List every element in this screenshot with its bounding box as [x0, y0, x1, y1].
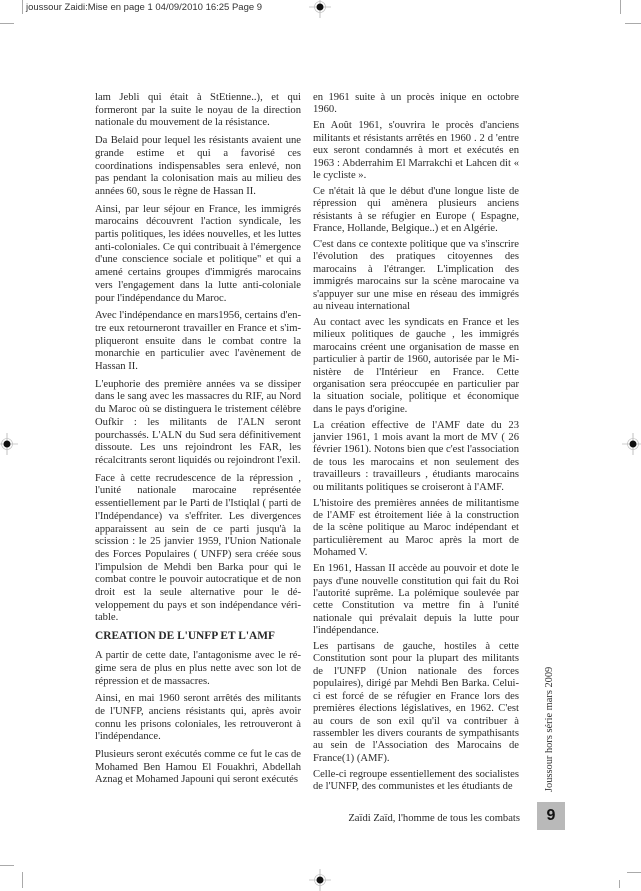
paragraph: L'euphorie des première années va se dissiper dans le sang avec les massacres du RIF, au Nord du Maroc où se distinguera le tristement célèbre Oufkir : les militants de l'ALN seront pourchassés. L'ALN du Sud sera définitivement dissoute. Les uns rejoindront les FAR, les récalcitrants seront liquidés ou rejoindront l'exil. [95, 378, 301, 466]
crop-mark [0, 23, 14, 24]
paragraph: A partir de cette date, l'antagonisme avec le régime sera de plus en plus nette avec son lot de répression et de massacres. [95, 650, 301, 687]
paragraph: C'est dans ce contexte politique que va s'inscrire l'évolution des pratiques citoyennes des marocains à l'étranger. L'implication des immigrés marocains sur la scène marocaine va s'appuyer sur une mise en réseau des immigrés au niveau international [313, 238, 519, 312]
registration-mark-icon [622, 433, 641, 455]
crop-mark [620, 0, 621, 14]
left-text-column [95, 92, 301, 792]
paragraph: Les partisans de gauche, hostiles à cette Constitution sont pour la plupart des militants de l'UNFP (Union nationale des forces populaires), dirigé par Mehdi Ben Barka. Celui-ci est forcé de se réfugier en France lors des premières élections législatives, en 1962. C'est au cours de son exil qu'il va contribuer à rassembler les divers courants de sympathisants au sein de l'Association des Marocains de France(1) (AMF). [313, 641, 519, 764]
paragraph: Au contact avec les syndicats en France et les milieux politiques de gauche , les immigrés marocains créent une organisation de masse en particulier à partir de 1960, autorisée par le Ministère de l'Intérieur en France. Cette organisation sera préoccupée en particulier par la situation sociale, politique et économique dans le pays d'origine. [313, 316, 519, 415]
paragraph: La création effective de l'AMF date du 23 janvier 1961, 1 mois avant la mort de MV ( 26 février 1961). Notons bien que c'est l'association de tous les marocains et non seulement des travailleurs : travailleurs , étudiants marocains ou militants politiques se croiseront à l'AMF. [313, 419, 519, 493]
running-footer-title: Zaïdi Zaïd, l'homme de tous les combats [348, 813, 520, 824]
section-heading: CREATION DE L'UNFP ET L'AMF [95, 630, 275, 643]
paragraph: Plusieurs seront exécutés comme ce fut le cas de Mohamed Ben Hamou El Fouakhri, Abdellah Aznag et Mohamed Japouni qui seront exécutés [95, 749, 301, 786]
crop-mark [625, 23, 641, 24]
paragraph: Ce n'était là que le début d'une longue liste de répression qui amènera plusieurs anciens résistants à se réfugier en Europe ( Espagne, France, Hollande, Belgique..) et en Algérie. [313, 185, 519, 235]
registration-mark-icon [0, 433, 18, 455]
paragraph: Celle-ci regroupe essentiellement des socialistes de l'UNFP, des communistes et les étudiants de [313, 768, 519, 793]
paragraph: lam Jebli qui était à StEtienne..), et qui formeront par la suite le noyau de la direction nationale du mouvement de la résistance. [95, 92, 301, 129]
paragraph: En 1961, Hassan II accède au pouvoir et dote le pays d'une nouvelle constitution qui fait du Roi l'autorité suprême. La polémique soulevée par cette Constitution va mettre fin à l'unité nationale qui prévalait depuis la lutte pour l'indépendance. [313, 563, 519, 637]
page-number-box [537, 802, 565, 830]
paragraph: L'histoire des premières années de militantisme de l'AMF est étroitement liée à la construction de la scène politique au Maroc indépendant et particulièrement au Maroc après la mort de Mohamed V. [313, 497, 519, 559]
paragraph: Ainsi, par leur séjour en France, les immigrés marocains découvrent l'action syndicale, les partis politiques, les idées nouvelles, et les luttes anti-coloniales. Ce qui contribuait à l'émergence d'une conscience sociale et politique" et qui a amené certains groupes d'immigrés marocains vers l'engagement dans la lutte anti-coloniale pour l'indépendance du Maroc. [95, 203, 301, 304]
paragraph: Avec l'indépendance en mars1956, certains d'entre eux retourneront travailler en France et s'impliqueront ensuite dans le combat contre la monarchie en particulier avec l'avènement de Hassan II. [95, 310, 301, 373]
registration-mark-icon [309, 0, 331, 18]
print-slug-line: joussour Zaidi:Mise en page 1 04/09/2010 16:25 Page 9 [26, 2, 263, 13]
crop-mark [0, 865, 14, 866]
crop-mark [22, 0, 23, 14]
paragraph: Face à cette recrudescence de la répression , l'unité nationale marocaine représentée essentiellement par le Parti de l'Istiqlal ( parti de l'Indépendance) va s'effriter. Les divergences apparaissent au sein de ce parti jusqu'à la scission : le 25 janvier 1959, l'Union Nationale des Forces Populaires ( UNFP) sera créée sous l'impulsion de Mehdi ben Barka pour qui le combat contre le pouvoir autocratique et de non droit est la seule alternative pour le développement du pays et son indépendance véritable. [95, 472, 301, 624]
paragraph: en 1961 suite à un procès inique en octobre 1960. [313, 92, 519, 116]
paragraph: En Août 1961, s'ouvrira le procès d'anciens militants et résistants arrêtés en 1960 . 2 d 'entre eux seront condamnés à mort et exécutés en 1963 : Abderrahim El Marrakchi et Lahcen dit « le cycliste ». [313, 120, 519, 181]
publication-side-label: Joussour hors série mars 2009 [544, 666, 555, 792]
crop-mark [619, 880, 620, 888]
paragraph: Da Belaid pour lequel les résistants avaient une grande estime et qui a favorisé ces coordinations indispensables sera enlevé, non pas pendant la colonisation mais au milieu des années 60, sous le règne de Hassan II. [95, 135, 301, 197]
crop-mark [22, 872, 23, 888]
page-number: 9 [546, 807, 556, 824]
crop-mark [627, 872, 641, 873]
right-text-column [313, 92, 519, 797]
paragraph: Ainsi, en mai 1960 seront arrêtés des militants de l'UNFP, anciens résistants qui, après avoir connu les prisons coloniales, les retrouveront à l'indépendance. [95, 693, 301, 743]
